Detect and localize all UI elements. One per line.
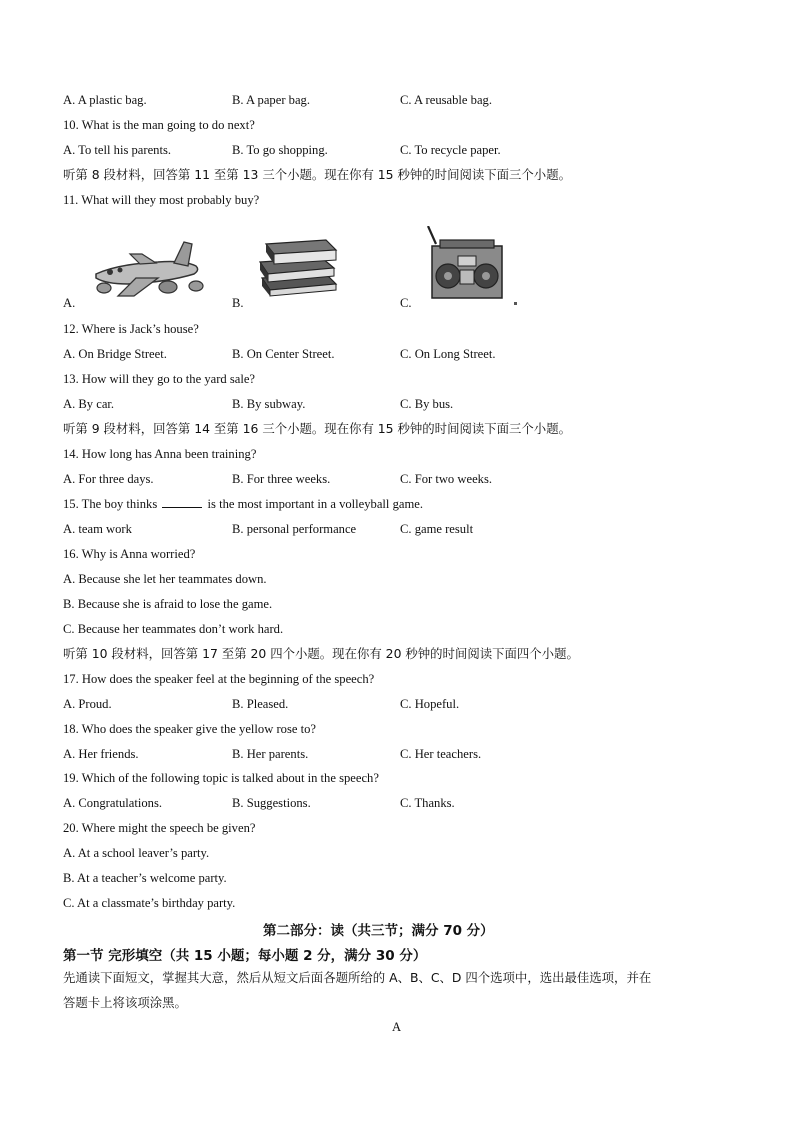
instruction-material-10: 听第 10 段材料，回答第 17 至第 20 四个小题。现在你有 20 秒钟的时间阅读下面四个小题。 [63,646,579,661]
q14-option-a: A. For three days. [63,472,154,486]
q11-question: 11. What will they most probably buy? [63,193,260,207]
q16-question: 16. Why is Anna worried? [63,547,196,561]
answer-blank [162,497,202,508]
q13-option-c: C. By bus. [400,397,454,411]
q15-question-start: 15. The boy thinks [63,497,158,511]
q9-option-b: B. A paper bag. [232,93,310,107]
q17-option-b: B. Pleased. [232,697,289,711]
q14-option-c: C. For two weeks. [400,472,492,486]
q10-option-a: A. To tell his parents. [63,143,172,157]
passage-label: A [392,1020,402,1034]
q19-option-c: C. Thanks. [400,796,455,810]
q18-option-c: C. Her teachers. [400,747,482,761]
q20-option-c: C. At a classmate’s birthday party. [63,896,236,910]
section1-title: 第一节 完形填空（共 15 小题；每小题 2 分，满分 30 分） [63,948,427,964]
q10-question: 10. What is the man going to do next? [63,118,255,132]
books-icon [256,234,342,298]
q14-option-b: B. For three weeks. [232,472,331,486]
q11-option-a: A. [63,296,76,310]
q15-question [63,496,423,512]
q18-question: 18. Who does the speaker give the yellow rose to? [63,722,316,736]
q19-question: 19. Which of the following topic is talked about in the speech? [63,771,379,785]
q20-question: 20. Where might the speech be given? [63,821,256,835]
q9-option-c: C. A reusable bag. [400,93,492,107]
q17-option-a: A. Proud. [63,697,112,711]
q16-option-a: A. Because she let her teammates down. [63,572,267,586]
q10-option-b: B. To go shopping. [232,143,328,157]
q12-question: 12. Where is Jack’s house? [63,322,199,336]
section1-instruction-line2: 答题卡上将该项涂黑。 [63,995,187,1010]
q10-option-c: C. To recycle paper. [400,143,501,157]
q17-question: 17. How does the speaker feel at the beginning of the speech? [63,672,375,686]
q20-option-a: A. At a school leaver’s party. [63,846,210,860]
q12-option-c: C. On Long Street. [400,347,496,361]
q14-question: 14. How long has Anna been training? [63,447,257,461]
radio-icon [424,226,520,306]
q20-option-b: B. At a teacher’s welcome party. [63,871,227,885]
instruction-material-8: 听第 8 段材料，回答第 11 至第 13 三个小题。现在你有 15 秒钟的时间阅读下面三个小题。 [63,167,571,182]
q13-question: 13. How will they go to the yard sale? [63,372,256,386]
airplane-icon [88,238,208,300]
q19-option-a: A. Congratulations. [63,796,162,810]
q15-option-b: B. personal performance [232,522,357,536]
q16-option-c: C. Because her teammates don’t work hard. [63,622,284,636]
q18-option-b: B. Her parents. [232,747,309,761]
q11-option-c: C. [400,296,412,310]
q13-option-b: B. By subway. [232,397,306,411]
q13-option-a: A. By car. [63,397,115,411]
q9-option-a: A. A plastic bag. [63,93,147,107]
section1-instruction-line1: 先通读下面短文，掌握其大意，然后从短文后面各题所给的 A、B、C、D 四个选项中，选出最佳选项，并在 [63,970,652,985]
q17-option-c: C. Hopeful. [400,697,460,711]
part2-title: 第二部分：读（共三节；满分 70 分） [263,923,494,939]
q11-option-b: B. [232,296,244,310]
q16-option-b: B. Because she is afraid to lose the game. [63,597,273,611]
q15-question-end: is the most important in a volleyball game. [207,497,423,511]
q18-option-a: A. Her friends. [63,747,139,761]
q12-option-b: B. On Center Street. [232,347,335,361]
q15-option-a: A. team work [63,522,132,536]
q12-option-a: A. On Bridge Street. [63,347,167,361]
q19-option-b: B. Suggestions. [232,796,311,810]
q15-option-c: C. game result [400,522,474,536]
instruction-material-9: 听第 9 段材料，回答第 14 至第 16 三个小题。现在你有 15 秒钟的时间阅读下面三个小题。 [63,421,571,436]
